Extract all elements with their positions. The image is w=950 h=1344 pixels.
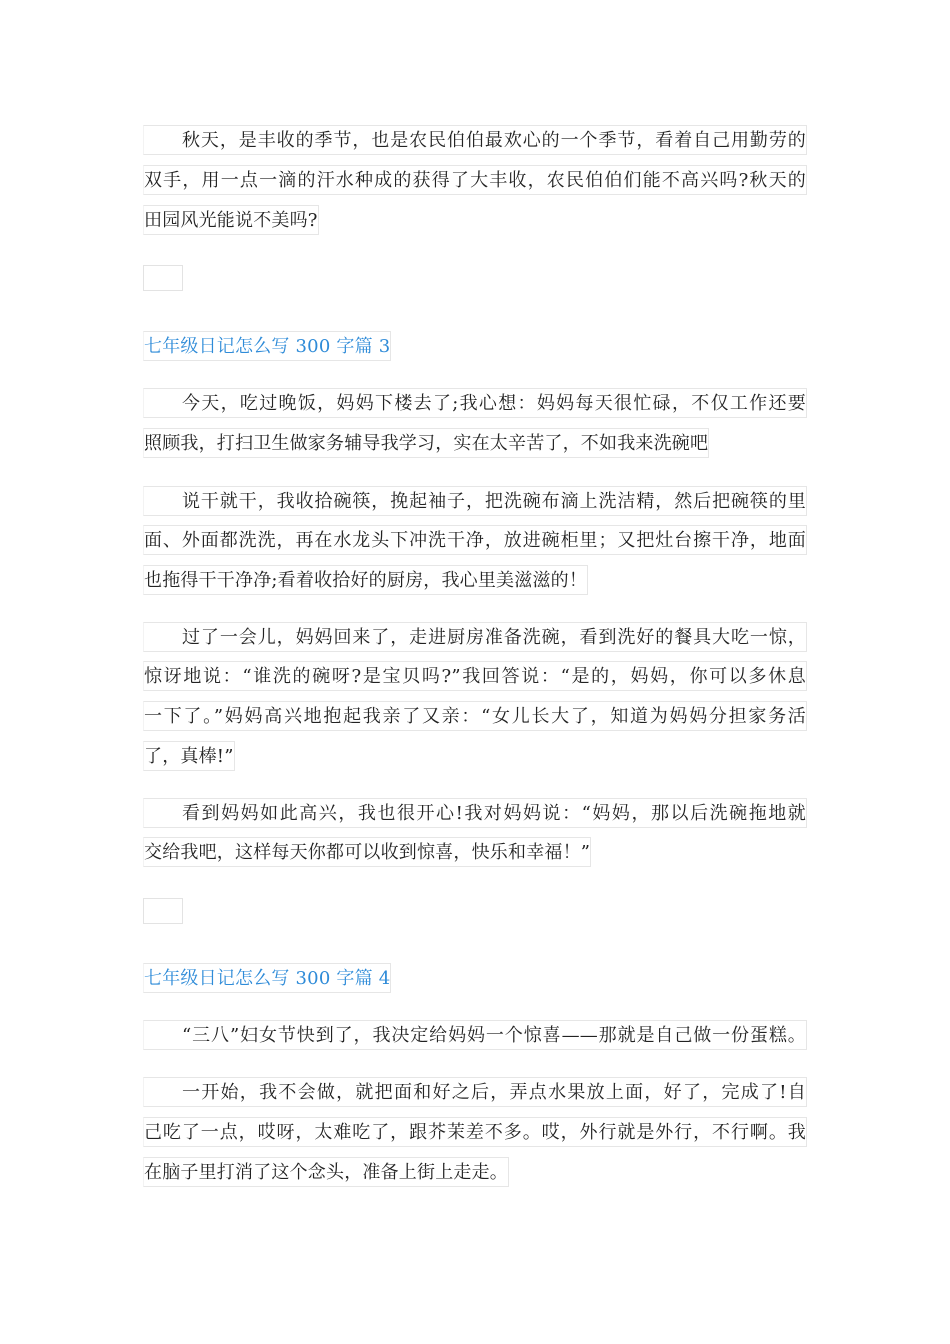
section-heading-4: 七年级日记怎么写 300 字篇 4 (143, 963, 391, 993)
paragraph-line: 也拖得干干净净;看着收拾好的厨房，我心里美滋滋的！ (143, 565, 588, 595)
empty-text-box (143, 265, 183, 291)
section-heading-3: 七年级日记怎么写 300 字篇 3 (143, 331, 391, 361)
paragraph-line: 一开始，我不会做，就把面和好之后，弄点水果放上面，好了，完成了!自 (143, 1077, 807, 1107)
paragraph-line: 秋天，是丰收的季节，也是农民伯伯最欢心的一个季节，看着自己用勤劳的 (143, 125, 807, 155)
paragraph-line: 田园风光能说不美吗? (143, 205, 319, 235)
empty-text-box (143, 898, 183, 924)
paragraph-line: 惊讶地说：“谁洗的碗呀?是宝贝吗?”我回答说：“是的，妈妈，你可以多休息 (143, 661, 807, 691)
paragraph-line: 今天，吃过晚饭，妈妈下楼去了;我心想：妈妈每天很忙碌，不仅工作还要 (143, 388, 807, 418)
paragraph-line: 双手，用一点一滴的汗水种成的获得了大丰收，农民伯伯们能不高兴吗?秋天的 (143, 165, 807, 195)
paragraph-line: 看到妈妈如此高兴，我也很开心!我对妈妈说：“妈妈，那以后洗碗拖地就 (143, 798, 807, 828)
paragraph-line: 一下了。”妈妈高兴地抱起我亲了又亲：“女儿长大了，知道为妈妈分担家务活 (143, 701, 807, 731)
paragraph-line: 面、外面都洗洗，再在水龙头下冲洗干净，放进碗柜里；又把灶台擦干净，地面 (143, 525, 807, 555)
paragraph-line: 过了一会儿，妈妈回来了，走进厨房准备洗碗，看到洗好的餐具大吃一惊， (143, 622, 807, 652)
paragraph-line: 了，真棒!” (143, 741, 235, 771)
paragraph-line: “三八”妇女节快到了，我决定给妈妈一个惊喜——那就是自己做一份蛋糕。 (143, 1020, 807, 1050)
paragraph-line: 在脑子里打消了这个念头，准备上街上走走。 (143, 1157, 509, 1187)
paragraph-line: 照顾我，打扫卫生做家务辅导我学习，实在太辛苦了，不如我来洗碗吧 (143, 428, 709, 458)
paragraph-line: 己吃了一点，哎呀，太难吃了，跟芥茉差不多。哎，外行就是外行，不行啊。我 (143, 1117, 807, 1147)
paragraph-line: 说干就干，我收拾碗筷，挽起袖子，把洗碗布滴上洗洁精，然后把碗筷的里 (143, 486, 807, 516)
paragraph-line: 交给我吧，这样每天你都可以收到惊喜，快乐和幸福！” (143, 837, 591, 867)
